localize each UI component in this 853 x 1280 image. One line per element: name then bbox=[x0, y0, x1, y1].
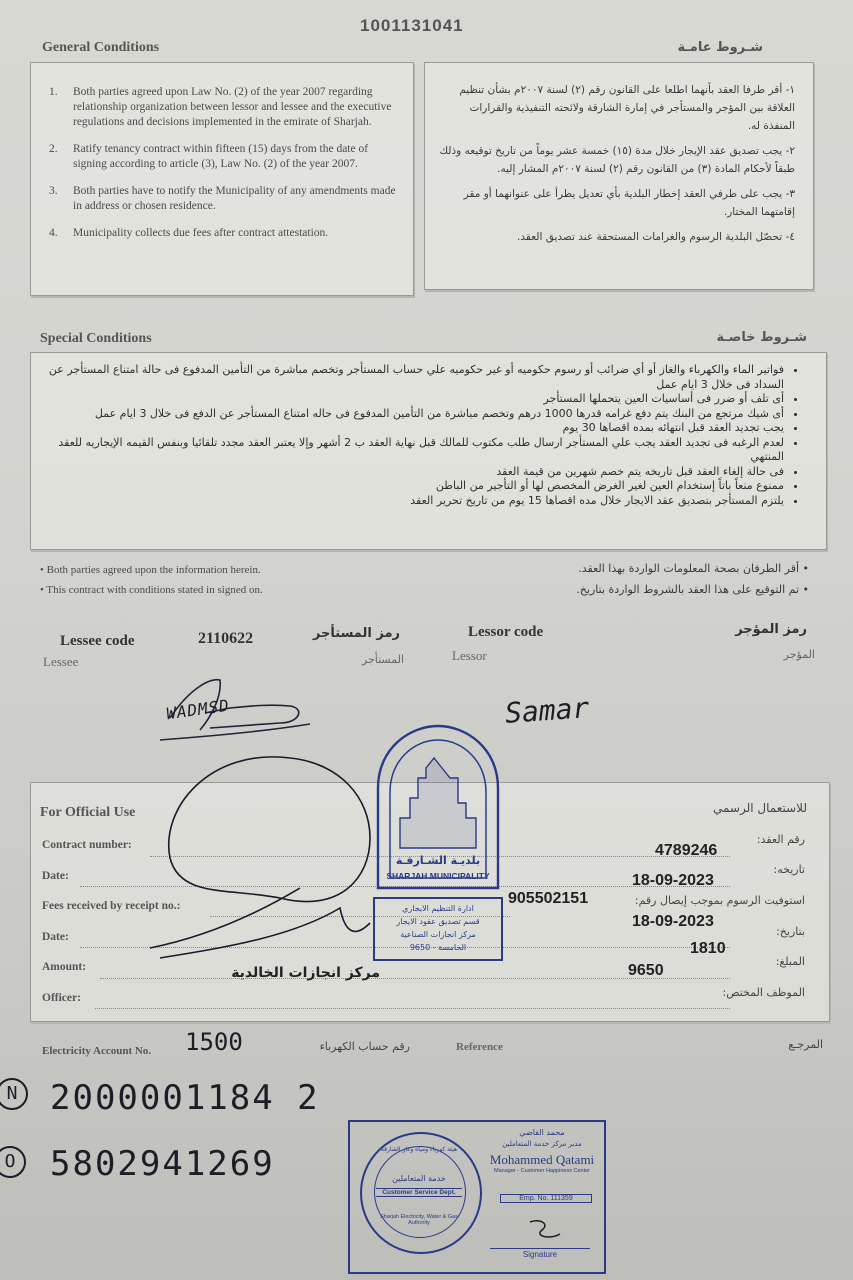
reference-label: Reference bbox=[456, 1041, 503, 1053]
sewa-dept-ar: خدمة المتعاملين bbox=[392, 1174, 446, 1183]
electricity-value: 1500 bbox=[185, 1028, 243, 1056]
officer-label: Officer: bbox=[42, 992, 81, 1004]
stamp-dept bbox=[376, 902, 500, 954]
sewa-title-ar: مدير مركز خدمة المتعاملين bbox=[502, 1140, 582, 1148]
agreement-ar-1: • أقر الطرفان بصحة المعلومات الواردة بهذا العقد. bbox=[578, 562, 809, 575]
sewa-emp-no: Emp. No. 111359 bbox=[500, 1194, 592, 1203]
date-value: 18-09-2023 bbox=[632, 872, 714, 889]
document-number: 1001131041 bbox=[360, 16, 464, 35]
municipality-stamp bbox=[370, 718, 506, 964]
sewa-ring-bottom: Sharjah Electricity, Water & Gas Authority bbox=[380, 1214, 458, 1226]
general-condition-ar: ٢- يجب تصديق عقد الإيجار خلال مدة (١٥) خمسة عشر يوماً من تاريخ توقيعه وذلك طبقاً لأحكام المادة (٣) من القانون رقم (٢) لسنة ٢٠٠٧م المشار إليه. bbox=[439, 145, 795, 175]
general-condition-en bbox=[49, 184, 401, 214]
special-condition: • يلتزم المستأجر بتصديق عقد الايجار خلال مده اقصاها 15 يوم من تاريخ تحرير العقد bbox=[45, 494, 784, 509]
stamp-dept-line: مركز انجازات الصناعية bbox=[400, 930, 476, 939]
date-label: Date: bbox=[42, 870, 69, 882]
lessee-label: Lessee bbox=[43, 654, 79, 669]
stamp-dept-line: قسم تصديق عقود الايجار bbox=[396, 917, 480, 926]
special-conditions-title-ar: شـروط خاصـة bbox=[716, 330, 807, 345]
lessor-signature: Samar bbox=[503, 691, 591, 730]
general-condition-en bbox=[49, 142, 401, 172]
general-condition-ar: ١- أقر طرفا العقد بأنهما اطلعا على القانون رقم (٢) لسنة ٢٠٠٧م بشأن تنظيم العلاقة بين المؤجر والمستأجر في إمارة الشارقة ولائحته التنفيذية والقرارات المنفذة له. bbox=[459, 84, 795, 132]
lessor-label: Lessor bbox=[452, 648, 487, 663]
contract-number-label-ar: رقم العقد: bbox=[756, 833, 805, 846]
receipt-label: Fees received by receipt no.: bbox=[42, 900, 181, 912]
general-condition-en bbox=[49, 226, 401, 241]
handwritten-number-value: 2000001184 2 bbox=[50, 1078, 320, 1118]
center-name: مركز انجازات الخالدية bbox=[231, 965, 380, 981]
general-conditions-title-ar: شـروط عامـة bbox=[677, 40, 763, 55]
general-conditions-ar-list bbox=[425, 63, 813, 246]
lessor-label-ar: المؤجر bbox=[783, 648, 815, 661]
sewa-signature-label: Signature bbox=[522, 1250, 558, 1259]
special-condition: • يجب تجديد العقد قبل انتهائه بمده اقصاها 30 يوم bbox=[45, 421, 784, 436]
dotted-line bbox=[95, 1008, 730, 1009]
lessee-label-ar: المستأجر bbox=[361, 653, 404, 666]
special-condition: • أى شيك مرتجع من البنك يتم دفع غرامه قدرها 1000 درهم وتخصم مباشرة من التأمين المدفوع فى حاله امتناع المستأجر عن الدفع فى خلال 3 ايام عمل bbox=[45, 407, 784, 422]
lessee-code-label: Lessee code bbox=[60, 633, 135, 649]
lessee-signature bbox=[150, 668, 320, 748]
handwritten-number-2 bbox=[0, 1138, 400, 1198]
stamp-dept-line: ادارة التنظيم الايجاري bbox=[402, 904, 474, 913]
condition-number: 2. bbox=[49, 143, 58, 155]
official-use-title: For Official Use bbox=[40, 805, 136, 820]
special-condition: • ممنوع منعاً باتاً إستخدام العين لغير الغرض المخصص لها أو التأجير من الباطن bbox=[45, 479, 784, 494]
agreement-en-1: • Both parties agreed upon the information herein. bbox=[40, 564, 261, 576]
special-conditions-title: Special Conditions bbox=[40, 331, 152, 346]
agreement-ar-2: • تم التوقيع على هذا العقد بالشروط الواردة بتاريخ. bbox=[576, 583, 809, 596]
fee-date-label: Date: bbox=[42, 931, 69, 943]
electricity-label-ar: رقم حساب الكهرباء bbox=[319, 1040, 410, 1053]
date-label-ar: تاريخه: bbox=[773, 863, 805, 876]
handwritten-number-1 bbox=[0, 1070, 400, 1130]
receipt-label-ar: استوفيت الرسوم بموجب إيصال رقم: bbox=[634, 894, 805, 907]
special-conditions-list bbox=[31, 353, 826, 508]
condition-number: 1. bbox=[49, 86, 58, 98]
sewa-ring-top: هيئة كهرباء ومياه وغاز الشارقة bbox=[380, 1146, 458, 1153]
general-condition-en bbox=[49, 85, 401, 130]
general-condition-ar: ٣- يجب على طرفي العقد إخطار البلدية بأي تعديل يطرأ على عنوانهما أو مقر إقامتهما المختار. bbox=[463, 188, 795, 218]
amount-value: 1810 bbox=[690, 940, 726, 957]
special-condition: • لعدم الرغبه فى تجديد العقد يجب علي المستأجر ارسال طلب مكتوب للمالك قبل نهاية العقد ب 2 أشهر وإلا يعتبر العقد مجدد تلقائيا وبنفس القيمه الإيجاريه للعقد المنتهي bbox=[45, 436, 784, 465]
agreement-en-2: • This contract with conditions stated in signed on. bbox=[40, 584, 263, 596]
fee-date-label-ar: بتاريخ: bbox=[776, 925, 805, 938]
stamp-dept-line: الخامسة - 9650 bbox=[409, 943, 467, 952]
special-conditions-box bbox=[30, 352, 827, 550]
fee-date-value: 18-09-2023 bbox=[632, 913, 714, 930]
condition-text: Ratify tenancy contract within fifteen (15) days from the date of signing according to article (3), Law No. (2) of the year 2007. bbox=[73, 143, 369, 170]
special-condition: • فى حالة إلغاء العقد قبل تاريخه يتم خصم شهرين من قيمة العقد bbox=[45, 465, 784, 480]
receipt-value: 905502151 bbox=[508, 890, 589, 907]
condition-text: Both parties agreed upon Law No. (2) of the year 2007 regarding relationship organization between lessor and lessee and the executive regulations and decisions implemented in the emirate of Sharjah. bbox=[73, 86, 392, 128]
lessor-code-label: Lessor code bbox=[468, 624, 544, 640]
stamp-name-en: SHARJAH MUNICIPALITY bbox=[386, 871, 490, 881]
contract-number-label: Contract number: bbox=[42, 839, 132, 851]
special-condition: • أى تلف أو ضرر فى أساسيات العين يتحملها المستأجر bbox=[45, 392, 784, 407]
sewa-dept-en: Customer Service Dept. bbox=[376, 1188, 462, 1197]
sewa-title-en: Manager - Customer Happiness Center bbox=[494, 1168, 590, 1174]
amount-label: Amount: bbox=[42, 961, 87, 973]
sewa-signature-line bbox=[490, 1248, 590, 1249]
sewa-person-ar: محمد القاضي bbox=[519, 1128, 565, 1137]
special-condition: • فواتير الماء والكهرباء والغاز أو أي ضرائب أو رسوم حكوميه أو غير حكوميه علي حساب المستأجر وتخصم مباشرة من التأمين المدفوع فى حالة امتناع المستأجر عن السداد فى خلال 3 ايام عمل bbox=[45, 363, 784, 392]
condition-number: 3. bbox=[49, 185, 58, 197]
officer-label-ar: الموظف المختص: bbox=[722, 986, 805, 999]
general-conditions-ar-box bbox=[424, 62, 814, 290]
general-condition-ar: ٤- تحصّل البلدية الرسوم والغرامات المستحقة عند تصديق العقد. bbox=[517, 231, 795, 243]
lessee-signature-text: WADMSD bbox=[164, 695, 231, 724]
electricity-label: Electricity Account No. bbox=[42, 1045, 152, 1057]
general-conditions-en-box bbox=[30, 62, 414, 296]
condition-text: Both parties have to notify the Municipality of any amendments made in address or chosen residence. bbox=[73, 185, 396, 212]
lessee-code-value: 2110622 bbox=[198, 630, 254, 647]
lessee-code-label-ar: رمز المستأجر bbox=[312, 626, 400, 641]
official-use-title-ar: للاستعمال الرسمي bbox=[712, 801, 807, 815]
marker-n: N bbox=[0, 1078, 28, 1110]
officer-signature bbox=[140, 748, 400, 978]
amount-label-ar: المبلغ: bbox=[775, 955, 805, 968]
marker-o: O bbox=[0, 1146, 26, 1178]
officer-value: 9650 bbox=[628, 962, 664, 979]
condition-text: Municipality collects due fees after contract attestation. bbox=[73, 227, 329, 239]
reference-label-ar: المرجـع bbox=[788, 1038, 823, 1051]
stamp-name-ar: بلديـة الشـارقـة bbox=[395, 854, 481, 867]
lessor-code-label-ar: رمز المؤجر bbox=[735, 622, 807, 637]
general-conditions-en-list bbox=[31, 63, 413, 241]
contract-number-value: 4789246 bbox=[655, 842, 718, 859]
sewa-signature-mark bbox=[520, 1214, 570, 1244]
handwritten-number-value: 5802941269 bbox=[50, 1144, 275, 1184]
sewa-person-en: Mohammed Qatami bbox=[489, 1152, 595, 1167]
sewa-stamp bbox=[348, 1120, 606, 1274]
general-conditions-title: General Conditions bbox=[42, 40, 160, 55]
condition-number: 4. bbox=[49, 227, 58, 239]
